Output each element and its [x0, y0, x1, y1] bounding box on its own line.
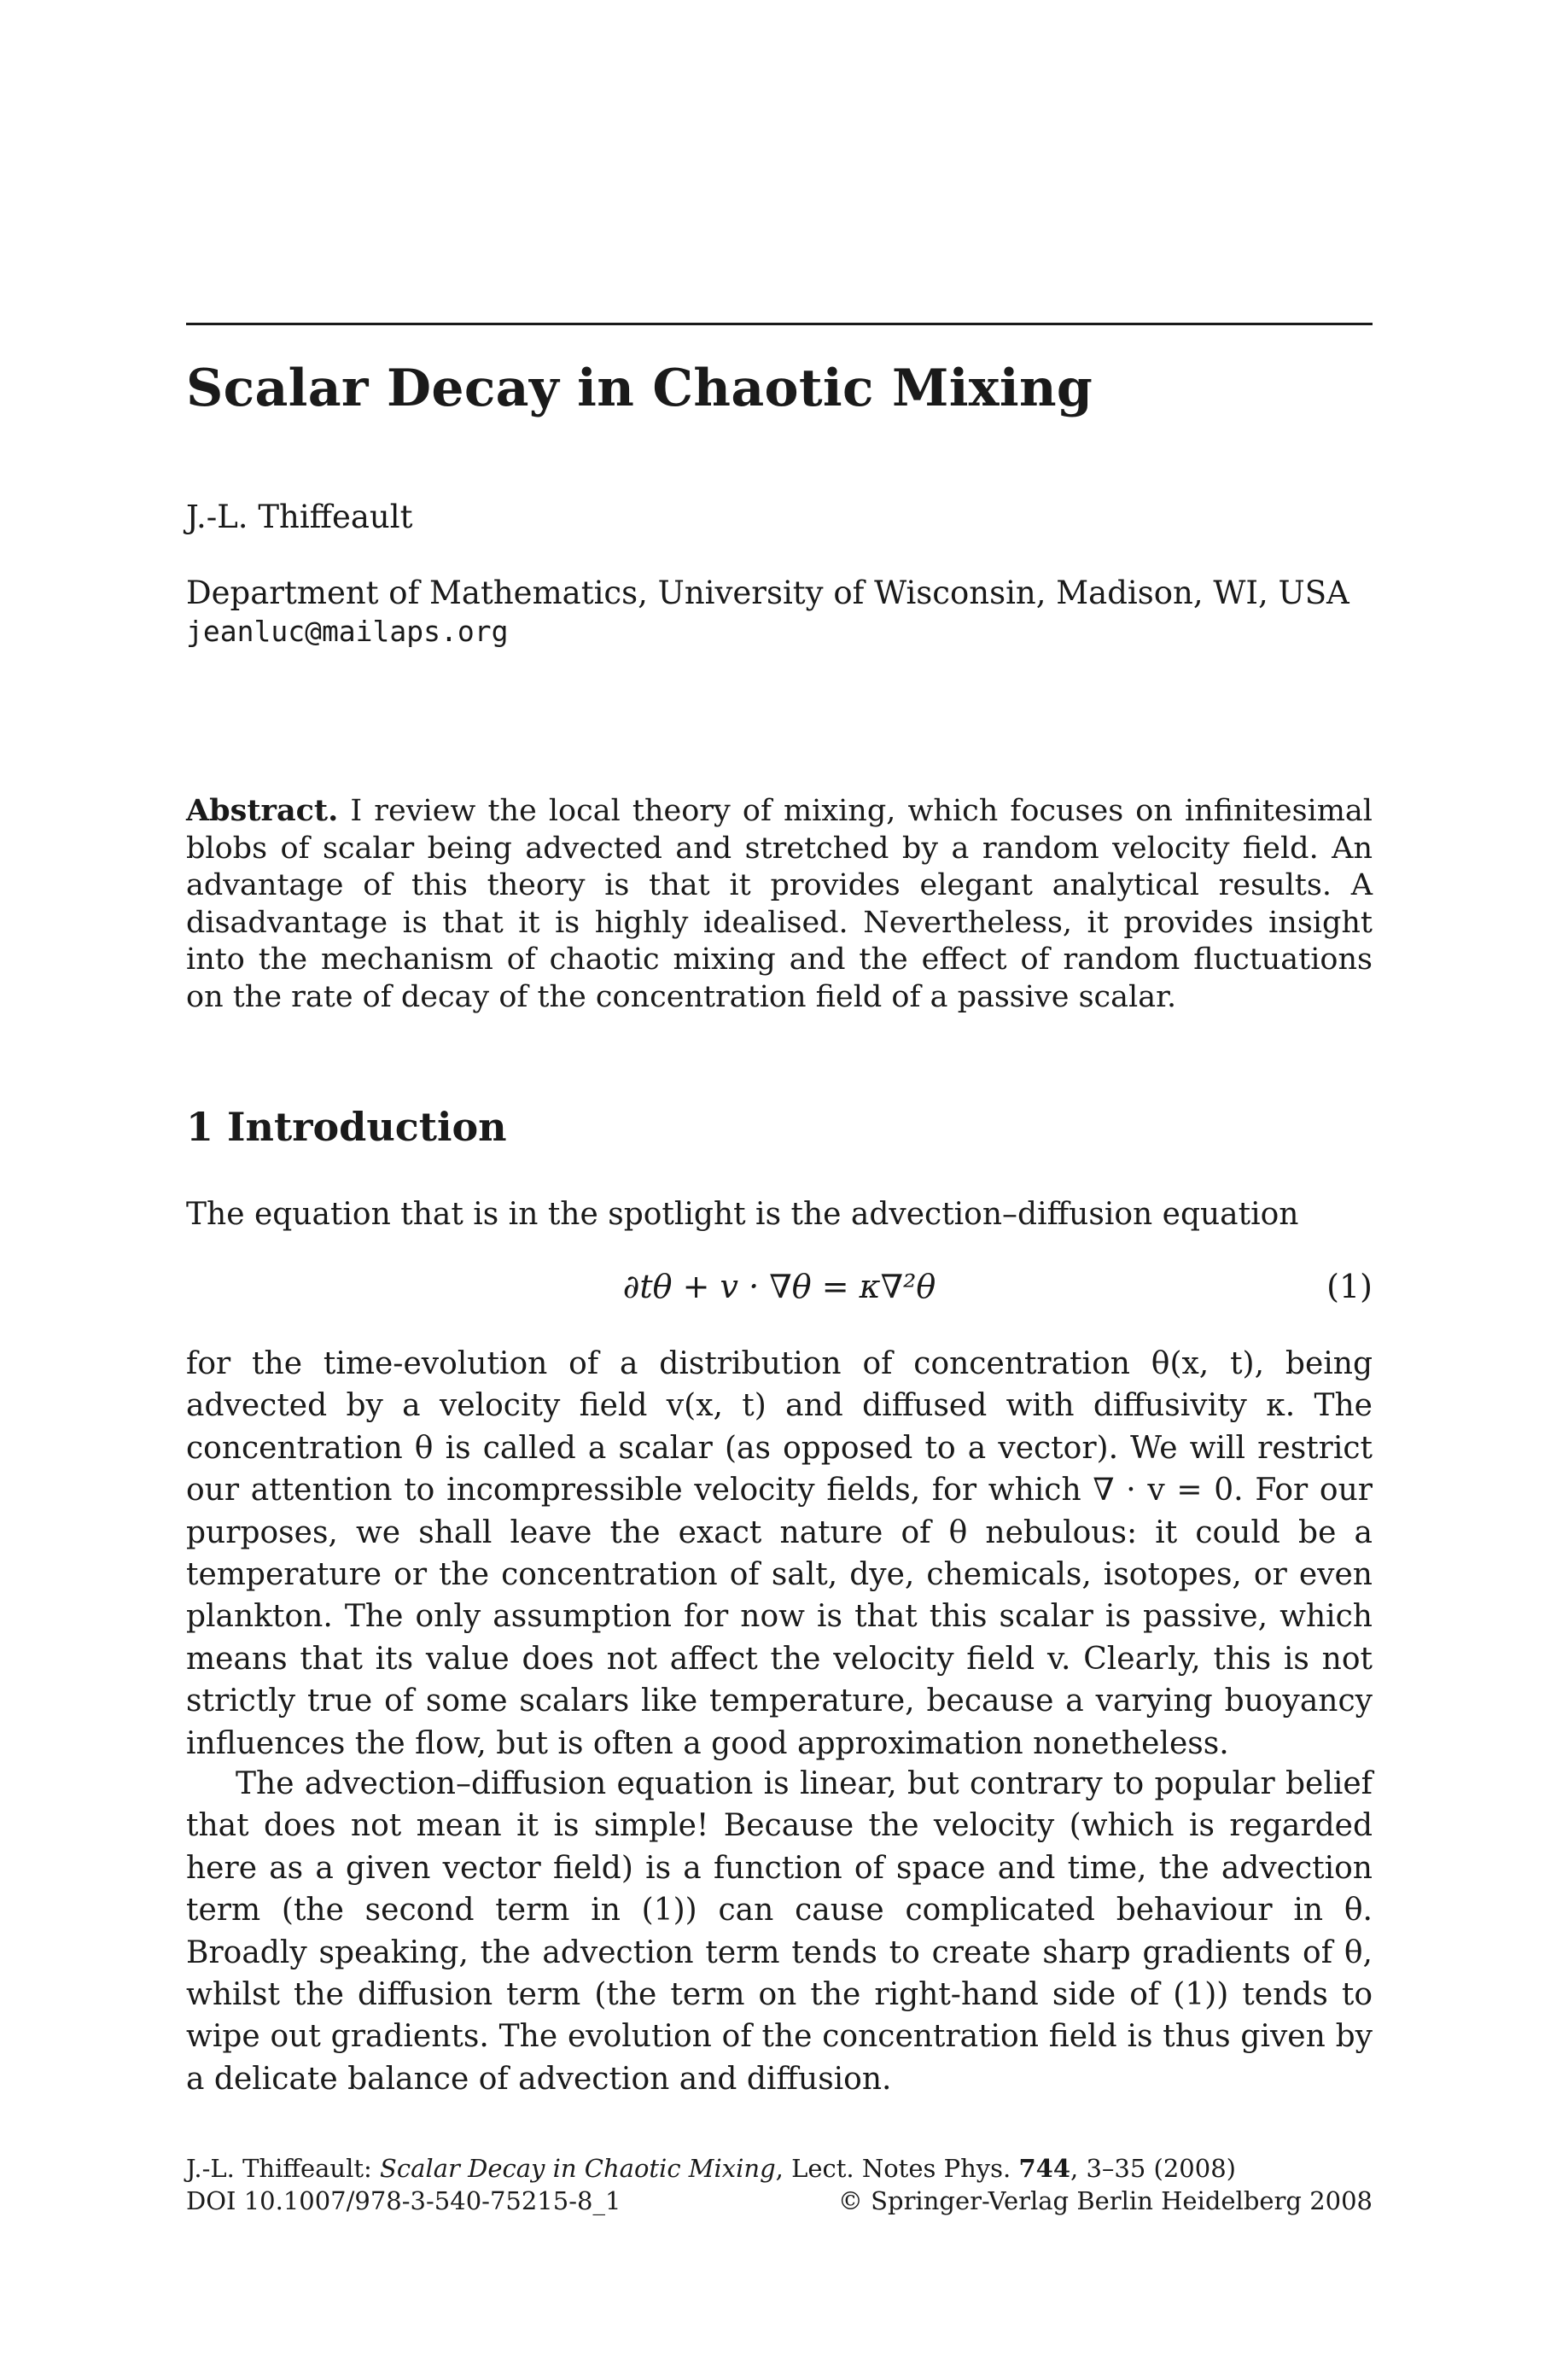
footer-citation	[186, 2154, 1373, 2183]
top-rule	[186, 323, 1373, 325]
abstract-text: I review the local theory of mixing, which focuses on infinitesimal blobs of scalar being advected and stretched by a random velocity field. An advantage of this theory is that it provides elegant analytical results. A disadvantage is that it is highly idealised. Nevertheless, it provides insight into the mechanism of chaotic mixing and the effect of random fluctuations on the rate of decay of the concentration field of a passive scalar.	[186, 794, 1373, 1014]
equation-number: (1)	[1326, 1268, 1373, 1305]
citation-author: J.-L. Thiffeault:	[186, 2154, 372, 2183]
intro-paragraph-1: The equation that is in the spotlight is the advection–diffusion equation	[186, 1197, 1299, 1232]
citation-volume: 744	[1018, 2154, 1071, 2183]
abstract-label: Abstract.	[186, 793, 339, 828]
footer-doi-row	[186, 2186, 1373, 2215]
citation-title: Scalar Decay in Chaotic Mixing	[380, 2154, 776, 2183]
equation-1	[186, 1268, 1373, 1316]
paper-title: Scalar Decay in Chaotic Mixing	[186, 359, 1093, 418]
author-name: J.-L. Thiffeault	[186, 499, 413, 535]
doi: DOI 10.1007/978-3-540-75215-8_1	[186, 2186, 621, 2215]
intro-paragraph-3: The advection–diffusion equation is linear, but contrary to popular belief that does not mean it is simple! Because the velocity (which is regarded here as a given vector field) is a function of space and time, the advection term (the second term in (1)) can cause complicated behaviour in θ. Broadly speaking, the advection term tends to create sharp gradients of θ, whilst the diffusion term (the term on the right-hand side of (1)) tends to wipe out gradients. The evolution of the concentration field is thus given by a delicate balance of advection and diffusion.	[186, 1766, 1373, 2097]
affiliation: Department of Mathematics, University of Wisconsin, Madison, WI, USA	[186, 575, 1349, 611]
intro-paragraph-2: for the time-evolution of a distribution of concentration θ(x, t), being advected by a velocity field v(x, t) and diffused with diffusivity κ. The concentration θ is called a scalar (as opposed to a vector). We will restrict our attention to incompressible velocity fields, for which ∇ · v = 0. For our purposes, we shall leave the exact nature of θ nebulous: it could be a temperature or the concentration of salt, dye, chemicals, isotopes, or even plankton. The only assumption for now is that this scalar is passive, which means that its value does not affect the velocity field v. Clearly, this is not strictly true of some scalars like temperature, because a varying buoyancy influences the flow, but is often a good approximation nonetheless.	[186, 1346, 1373, 1761]
citation-journal: , Lect. Notes Phys.	[775, 2154, 1011, 2183]
author-email: jeanluc@mailaps.org	[186, 615, 509, 648]
section-heading: 1 Introduction	[186, 1104, 507, 1150]
citation-pages: , 3–35 (2008)	[1070, 2154, 1236, 2183]
equation-formula: ∂tθ + v · ∇θ = κ∇²θ	[622, 1268, 936, 1305]
abstract	[186, 792, 1373, 1017]
copyright: © Springer-Verlag Berlin Heidelberg 2008	[837, 2186, 1373, 2215]
